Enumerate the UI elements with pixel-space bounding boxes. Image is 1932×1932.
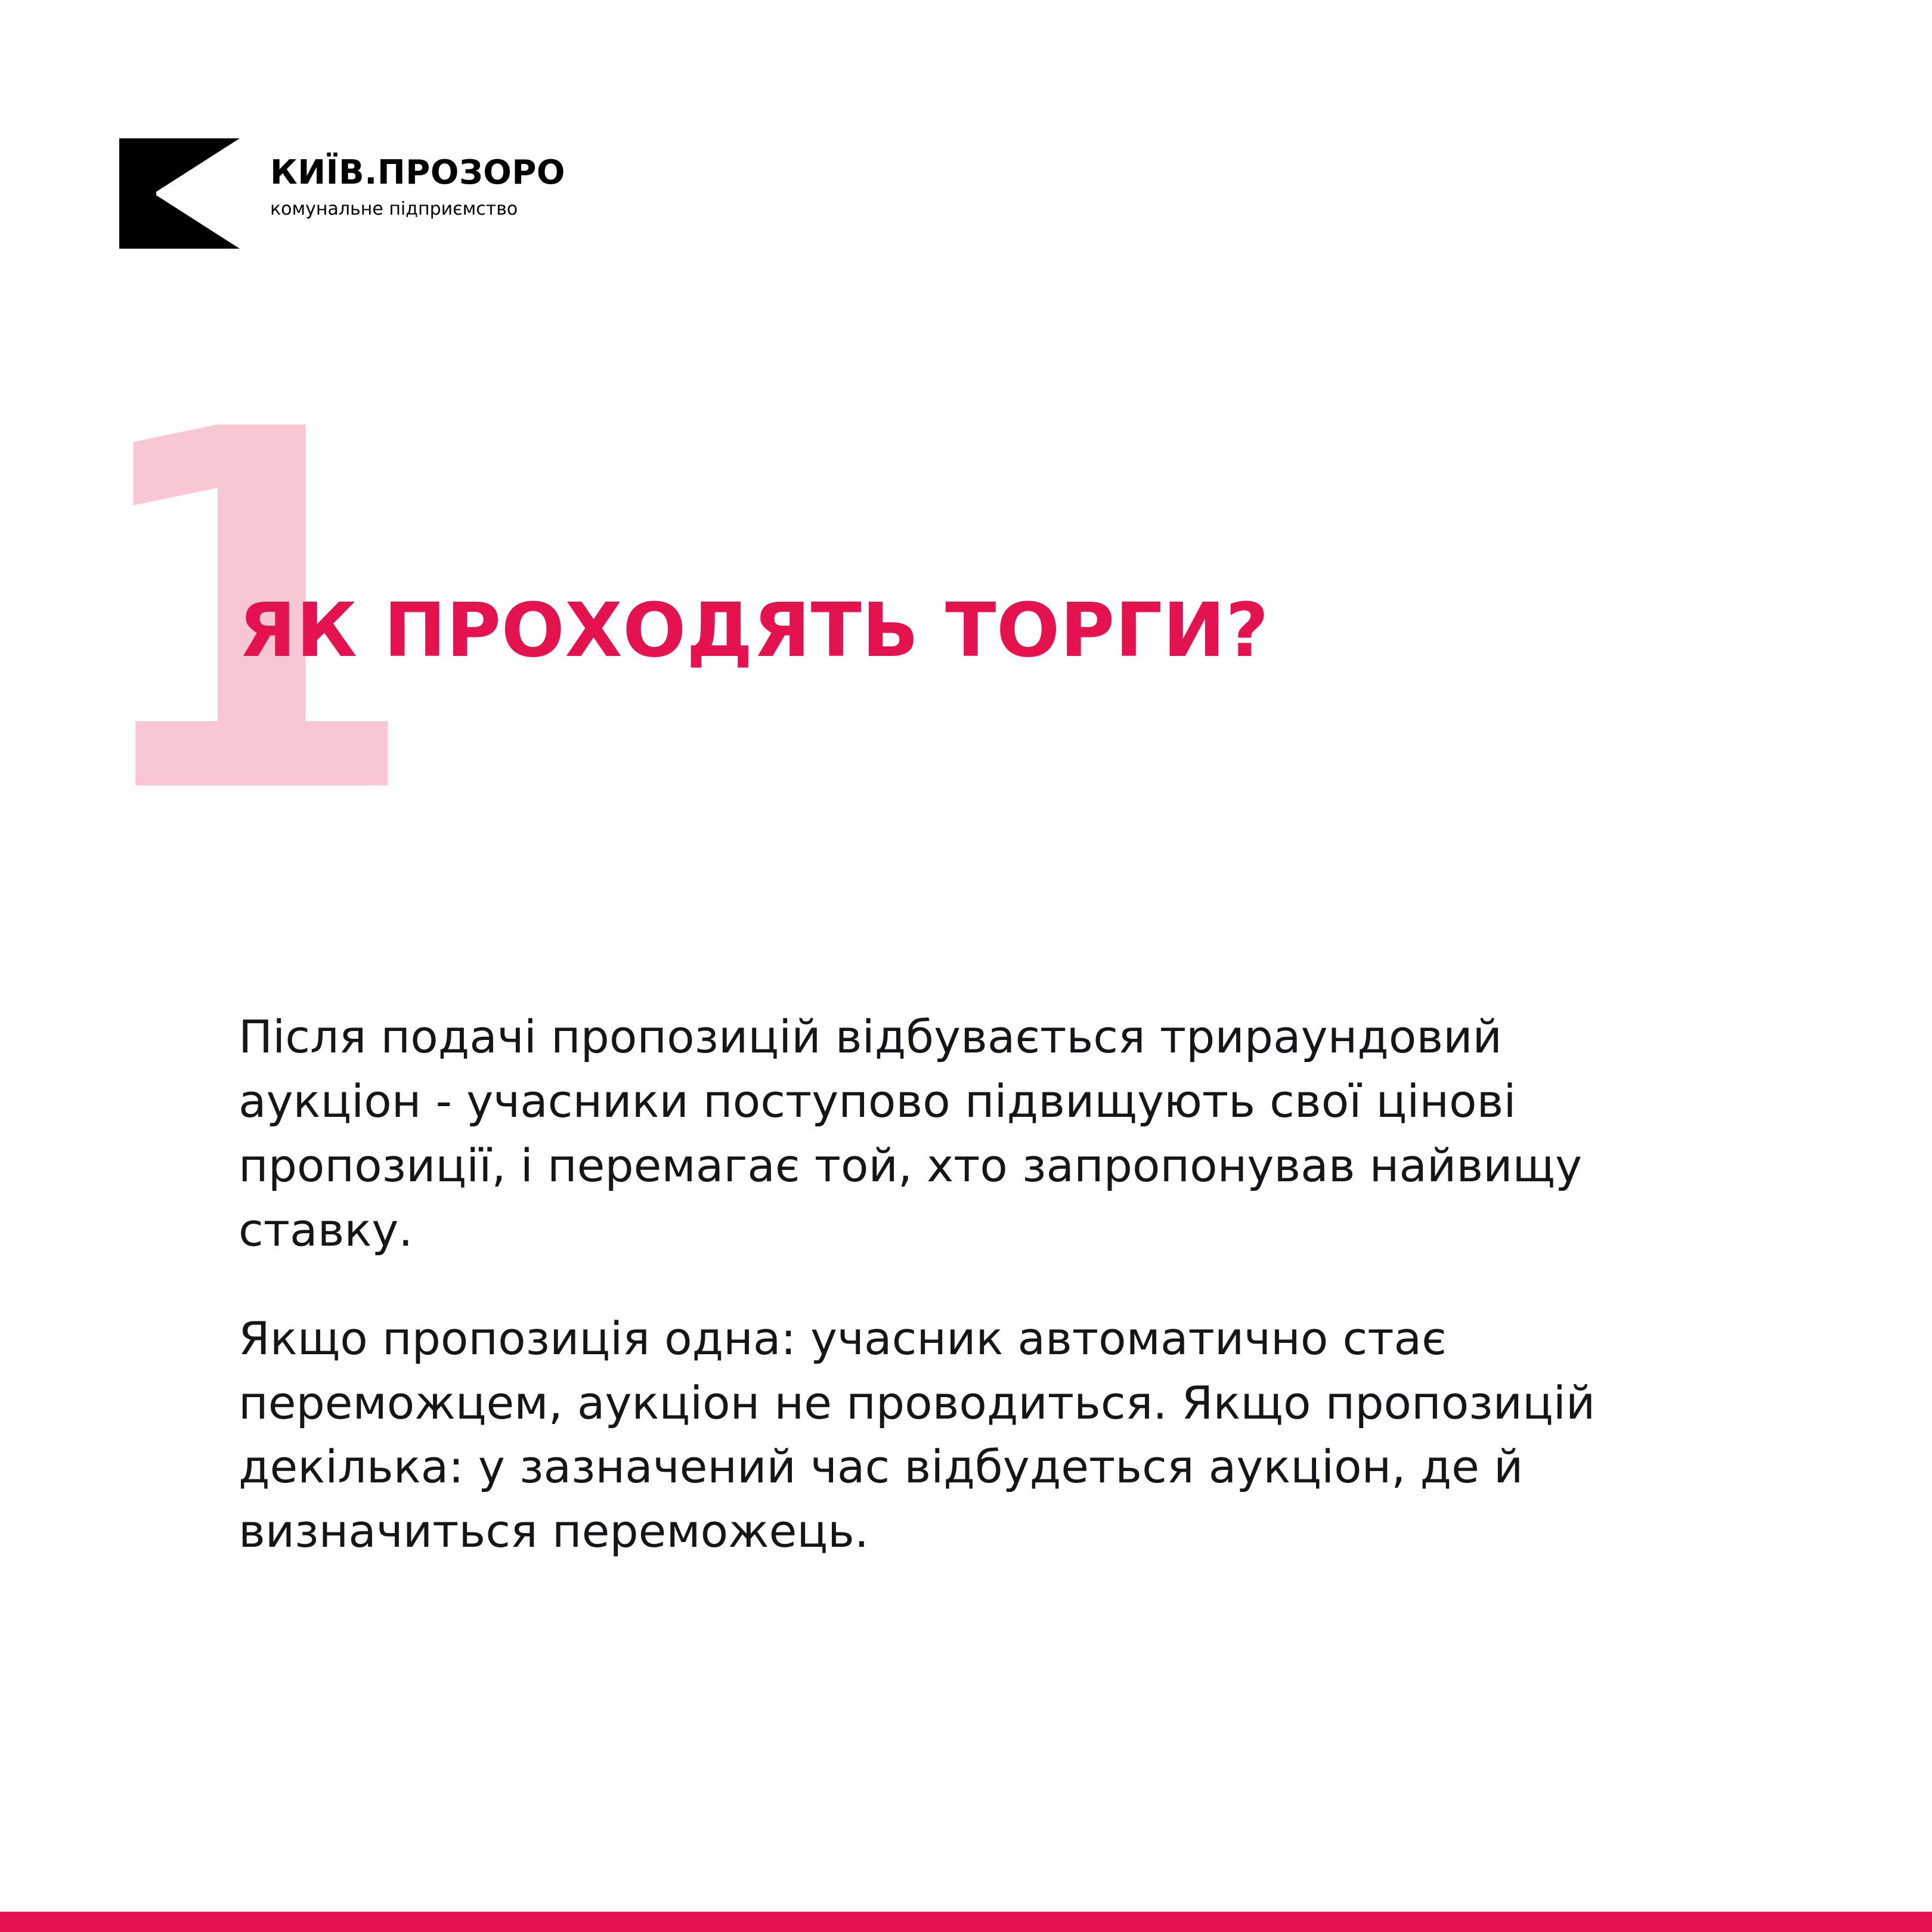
brand-logo [119,138,565,249]
body-copy [239,1005,1670,1563]
logo-lower-wedge-shape [150,191,240,249]
slide-number: 1 [78,326,410,902]
page-title: ЯК ПРОХОДЯТЬ ТОРГИ? [239,587,1270,674]
paragraph-1: Після подачі пропозицій відбувається трираундовий аукціон - учасники поступово підвищують свої цінові пропозиції, і перемагає той, хто запропонував найвищу ставку. [239,1010,1583,1256]
bottom-accent-bar [0,1912,1932,1932]
slide-header [0,326,1932,902]
brand-subtitle: комунальне підприємство [270,199,518,219]
brand-text [270,138,565,218]
logo-upper-wedge-shape [150,138,240,196]
kyiv-prozorro-k-logo-icon [119,138,247,249]
brand-title: КИЇВ.ПРОЗОРО [270,153,565,192]
paragraph-2: Якщо пропозиція одна: учасник автоматично стає переможцем, аукціон не проводиться. Якщо пропозицій декілька: у зазначений час відбудеться аукціон, де й визначиться переможець. [239,1311,1596,1558]
